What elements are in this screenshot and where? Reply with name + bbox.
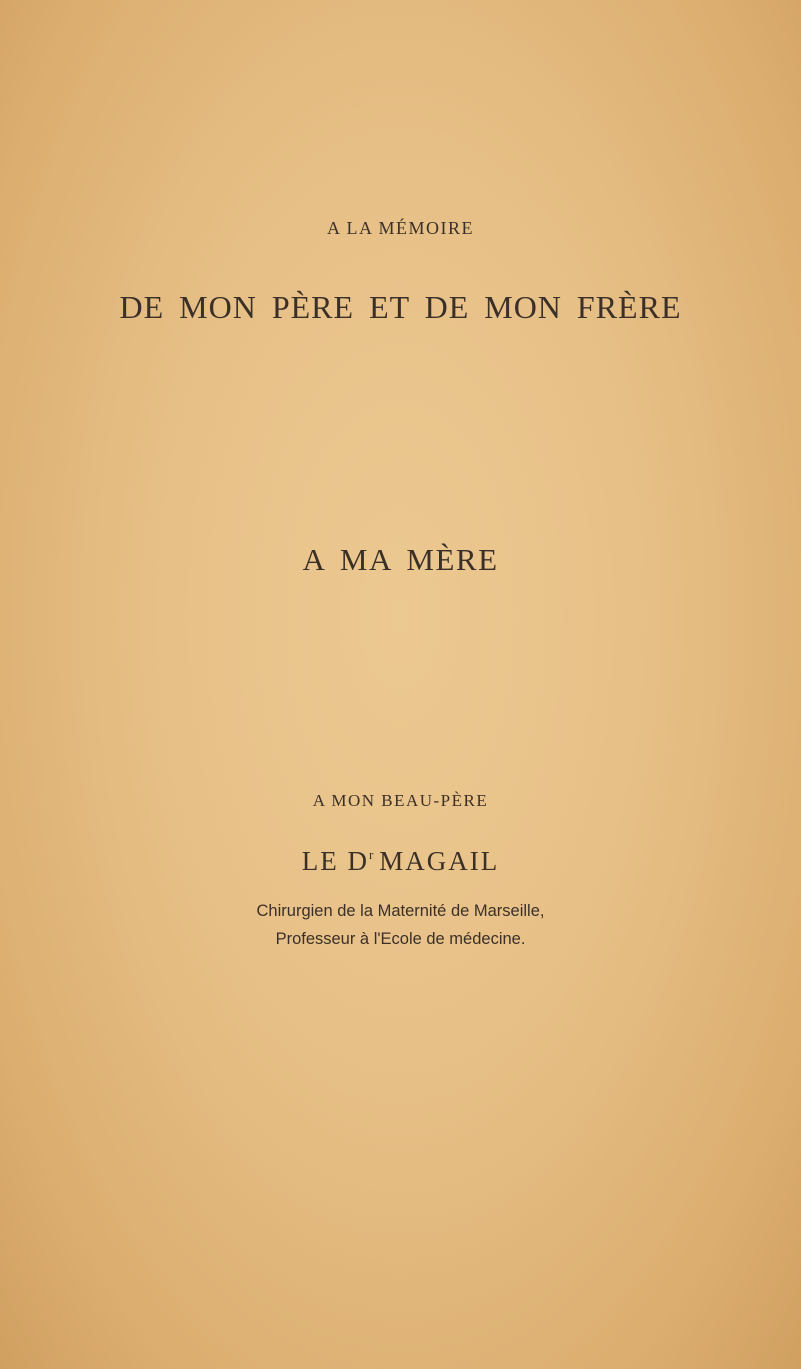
magail-prefix: LE D: [301, 846, 369, 876]
magail-heading: [0, 846, 801, 877]
magail-title-sup: r: [368, 847, 374, 862]
mere-heading: A MA MÈRE: [302, 542, 499, 577]
beau-pere-heading: A MON BEAU-PÈRE: [312, 791, 489, 810]
pere-frere-heading: DE MON PÈRE ET DE MON FRÈRE: [119, 289, 682, 325]
magail-name: MAGAIL: [379, 846, 500, 876]
memoire-heading: A LA MÉMOIRE: [326, 218, 474, 238]
role-line-2: Professeur à l'Ecole de médecine.: [275, 930, 526, 948]
role-line-1: Chirurgien de la Maternité de Marseille,: [256, 902, 545, 920]
